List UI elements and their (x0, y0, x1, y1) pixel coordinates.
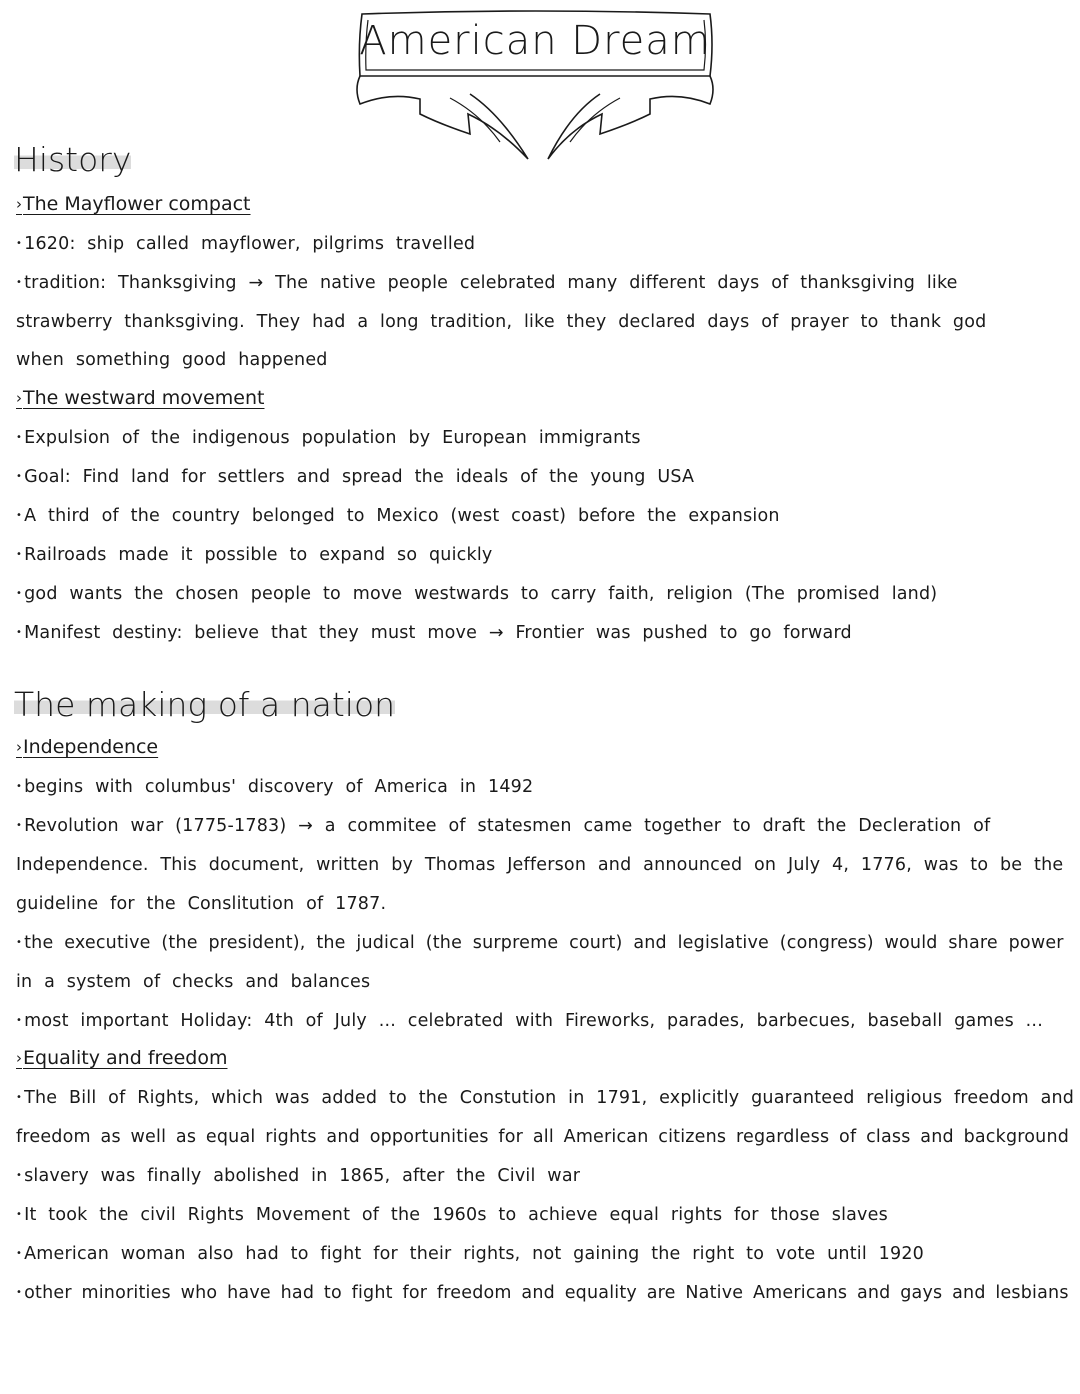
nation-heading-text: The making of a nation (14, 685, 396, 724)
page-title: American Dream (359, 18, 711, 64)
history-heading-text: History (14, 140, 132, 179)
list-item-continuation: in a system of checks and balances (16, 972, 371, 992)
nation-heading (12, 685, 399, 725)
title-banner (350, 4, 720, 164)
list-item: • Railroads made it possible to expand so quickly (16, 543, 492, 567)
list-item: • the executive (the president), the judical (the surpreme court) and legislative (congress) would share power (16, 931, 1064, 955)
list-item: • slavery was finally abolished in 1865, after the Civil war (16, 1164, 580, 1188)
list-item: • Revolution war (1775-1783) → a commitee of statesmen came together to draft the Decleration of (16, 814, 990, 838)
list-item-continuation: Independence. This document, written by Thomas Jefferson and announced on July 4, 1776, was to be the (16, 855, 1064, 875)
list-item-continuation: when something good happened (16, 350, 328, 370)
list-item: • god wants the chosen people to move westwards to carry faith, religion (The promised land) (16, 582, 937, 606)
list-item: • 1620: ship called mayflower, pilgrims travelled (16, 232, 475, 256)
equality-subheading: › Equality and freedom (16, 1046, 227, 1070)
list-item-continuation: guideline for the Conslitution of 1787. (16, 894, 387, 914)
list-item: • Goal: Find land for settlers and spread the ideals of the young USA (16, 465, 694, 489)
independence-subheading: › Independence (16, 735, 158, 759)
list-item: • other minorities who have had to fight for freedom and equality are Native Americans and gays and lesbians (16, 1281, 1069, 1305)
list-item: • begins with columbus' discovery of America in 1492 (16, 775, 533, 799)
list-item: • It took the civil Rights Movement of the 1960s to achieve equal rights for those slaves (16, 1203, 888, 1227)
history-heading (12, 140, 135, 180)
list-item-continuation: strawberry thanksgiving. They had a long tradition, like they declared days of prayer to thank god (16, 312, 987, 332)
list-item: • American woman also had to fight for their rights, not gaining the right to vote until 1920 (16, 1242, 924, 1266)
mayflower-subheading: › The Mayflower compact (16, 192, 251, 216)
list-item: • tradition: Thanksgiving → The native people celebrated many different days of thanksgiving like (16, 271, 958, 295)
list-item-continuation: freedom as well as equal rights and opportunities for all American citizens regardless of class and background (16, 1127, 1070, 1147)
list-item: • Manifest destiny: believe that they must move → Frontier was pushed to go forward (16, 621, 852, 645)
list-item: • Expulsion of the indigenous population by European immigrants (16, 426, 641, 450)
list-item: • A third of the country belonged to Mexico (west coast) before the expansion (16, 504, 780, 528)
list-item: • most important Holiday: 4th of July ... celebrated with Fireworks, parades, barbecues, baseball games ... (16, 1009, 1043, 1033)
list-item: • The Bill of Rights, which was added to the Constution in 1791, explicitly guaranteed religious freedom and (16, 1086, 1074, 1110)
westward-subheading: › The westward movement (16, 386, 264, 410)
